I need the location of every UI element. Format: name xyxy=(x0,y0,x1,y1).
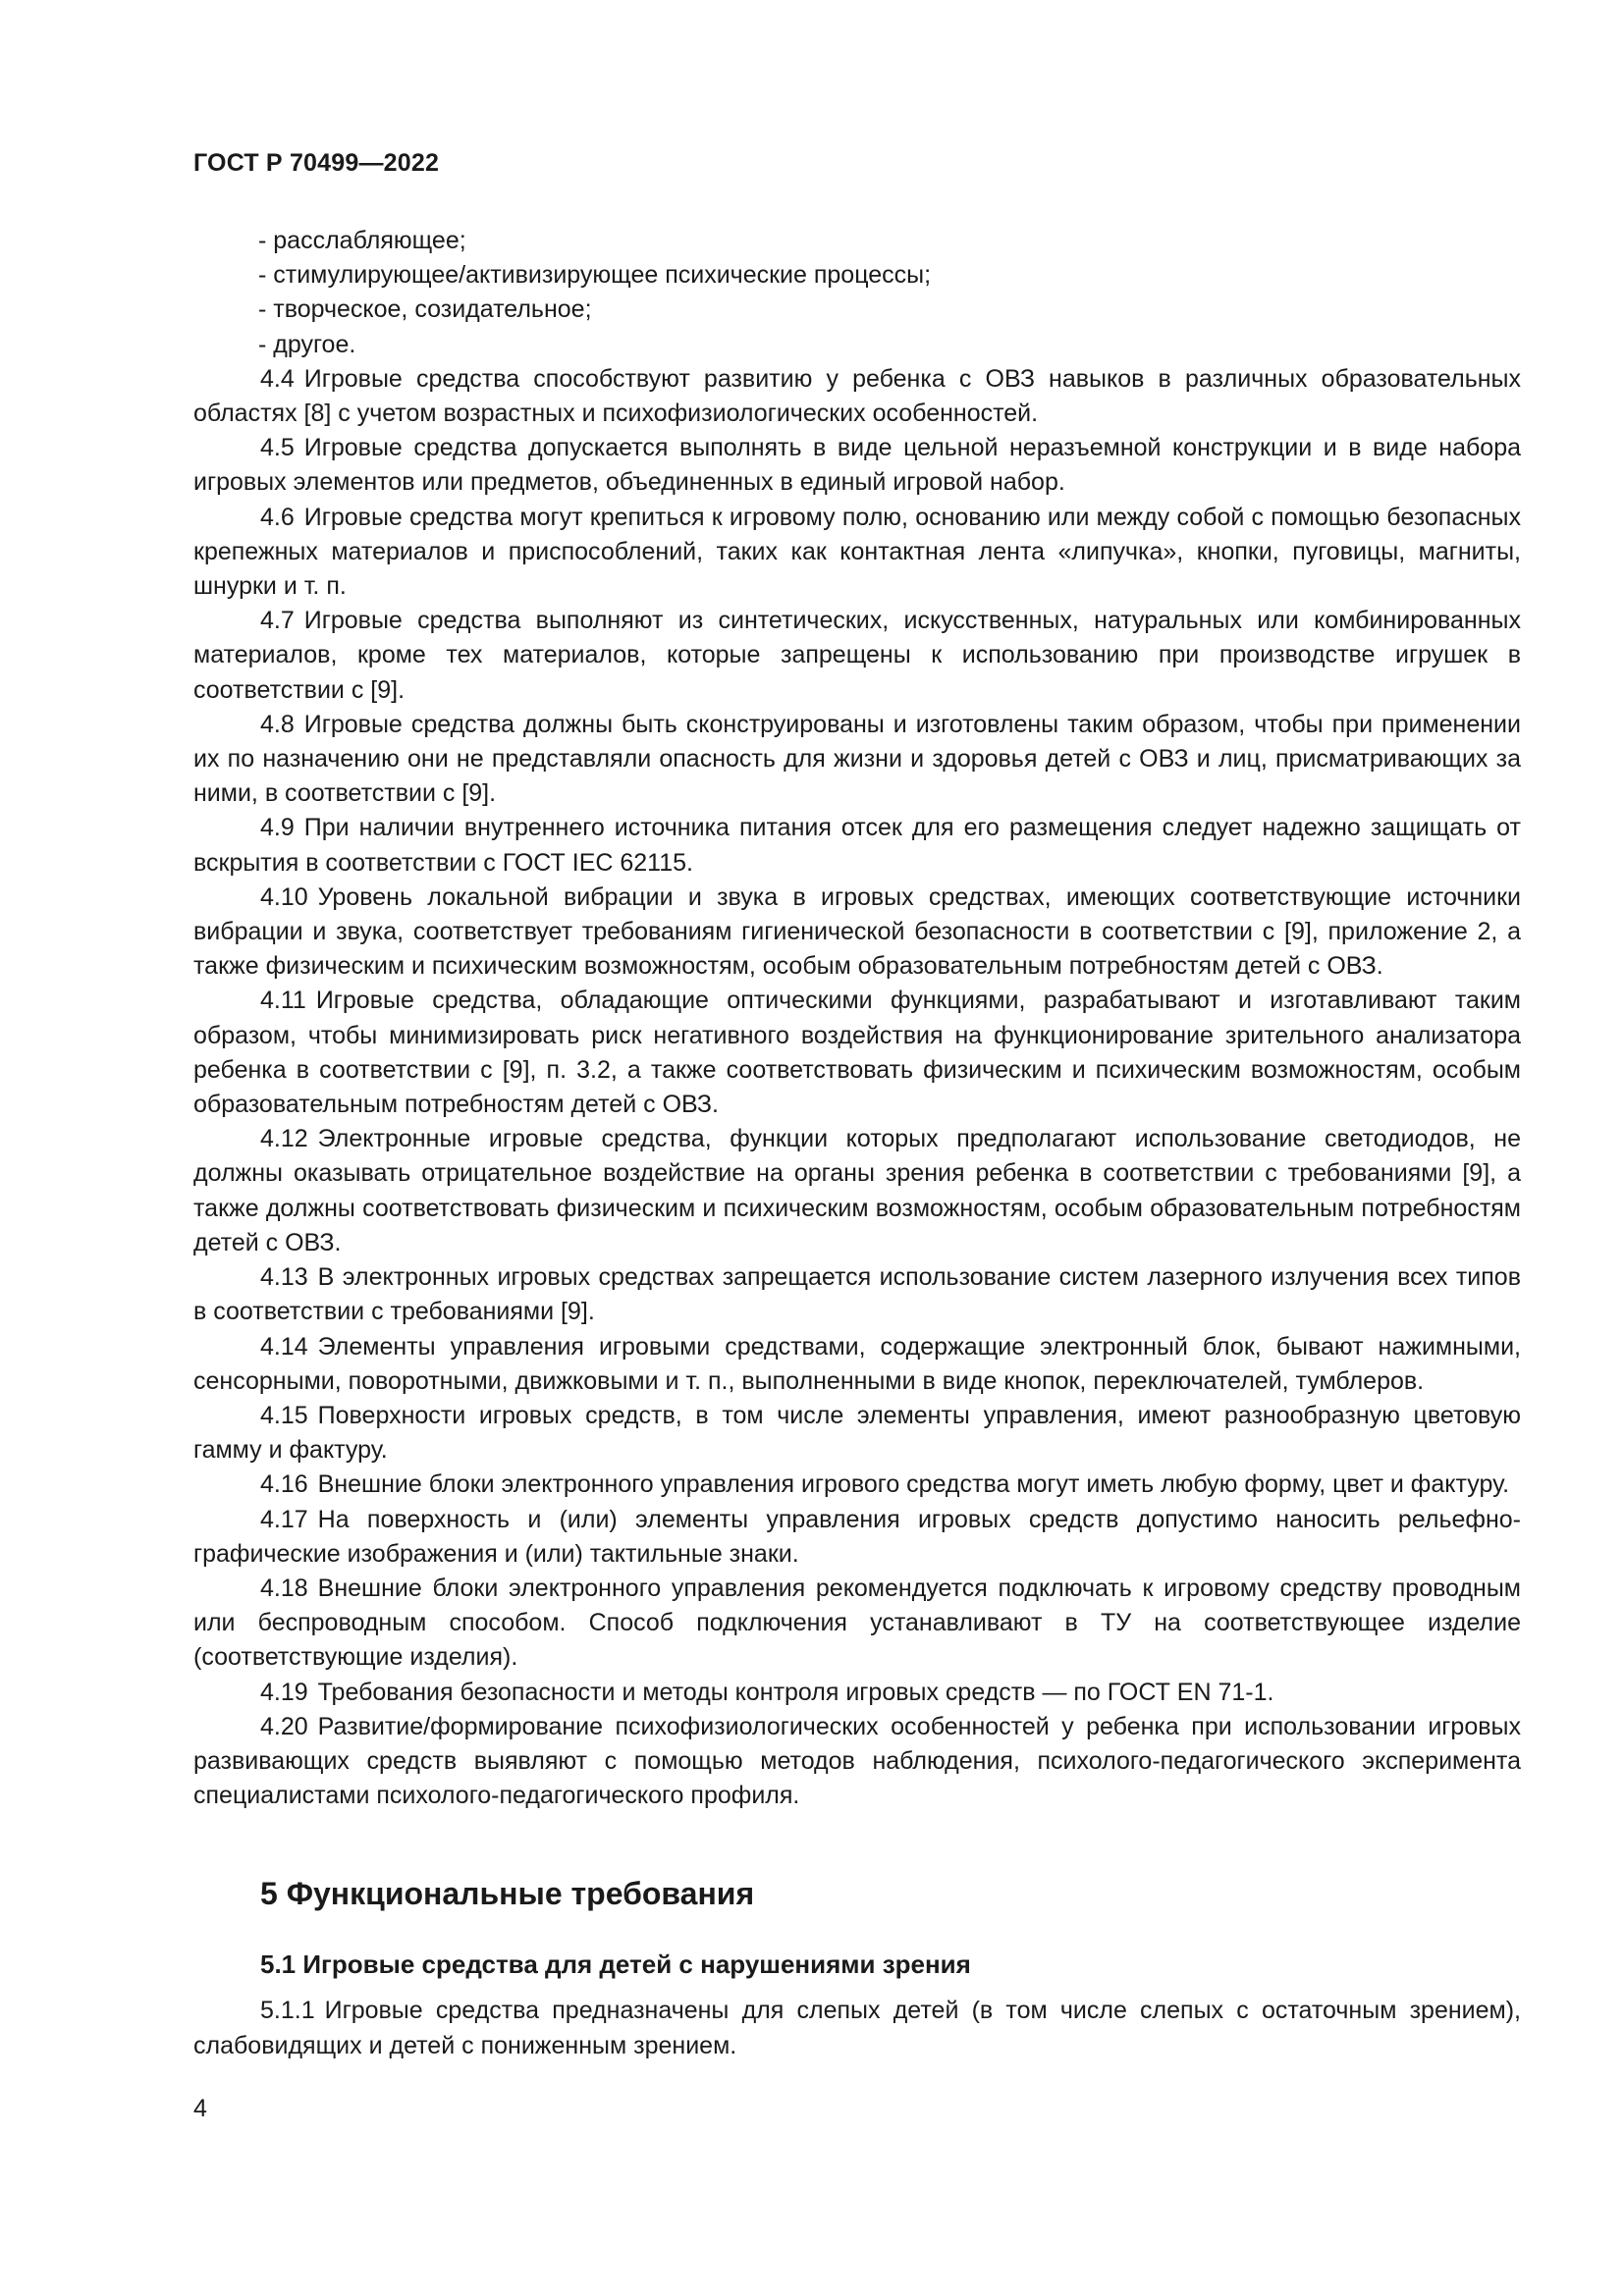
clause-number: 4.14 xyxy=(260,1332,308,1361)
clause-4-5 xyxy=(193,431,1521,500)
clause-text: Развитие/формирование психофизиологических особенностей у ребенка при использовании игровых развивающих средств выявляют с помощью методов наблюдения, психолого-педагогического эксперимента специалистами психолого-педагогического профиля. xyxy=(193,1712,1521,1810)
clause-4-18 xyxy=(193,1572,1521,1676)
clause-4-6 xyxy=(193,501,1521,605)
clause-4-11 xyxy=(193,984,1521,1122)
clause-4-15 xyxy=(193,1399,1521,1468)
clause-number: 4.9 xyxy=(260,814,295,842)
section-heading: 5 Функциональные требования xyxy=(260,1876,755,1912)
clause-text: В электронных игровых средствах запрещается использование систем лазерного излучения всех типов в соответствии с требованиями [9]. xyxy=(193,1263,1521,1326)
bullet-item: - творческое, созидательное; xyxy=(258,295,592,324)
clause-4-13 xyxy=(193,1260,1521,1329)
clause-text: Уровень локальной вибрации и звука в игровых средствах, имеющих соответствующие источники вибрации и звука, соответствует требованиям гигиенической безопасности в соответствии с [9], приложение 2, а также физическим и психическим возможностям, особым образовательным потребностям детей с ОВЗ. xyxy=(193,882,1521,981)
clause-4-19 xyxy=(193,1676,1521,1710)
clause-number: 4.11 xyxy=(260,987,306,1015)
clause-text: Игровые средства должны быть сконструированы и изготовлены таким образом, чтобы при применении их по назначению они не представляли опасность для жизни и здоровья детей с ОВЗ и лиц, присматривающих за ними, в соответствии с [9]. xyxy=(193,710,1521,808)
clause-4-16 xyxy=(193,1468,1521,1502)
bullet-item: - стимулирующее/активизирующее психические процессы; xyxy=(258,261,932,290)
page-number: 4 xyxy=(193,2095,207,2122)
clause-text: Игровые средства, обладающие оптическими функциями, разрабатывают и изготавливают таким образом, чтобы минимизировать риск негативного воздействия на функционирование зрительного анализатора ребенка в соответствии с [9], п. 3.2, а также соответствовать физическим и психическим возможностям, особым образовательным потребностям детей с ОВЗ. xyxy=(193,987,1521,1119)
clause-text: Внешние блоки электронного управления рекомендуется подключать к игровому средству проводным или беспроводным способом. Способ подключения устанавливают в ТУ на соответствующее изделие (соответствующие изделия). xyxy=(193,1574,1521,1672)
clause-text: Элементы управления игровыми средствами, содержащие электронный блок, бывают нажимными, сенсорными, поворотными, движковыми и т. п., выполненными в виде кнопок, переключателей, тумблеров. xyxy=(193,1332,1521,1395)
subsection-heading: 5.1 Игровые средства для детей с нарушениями зрения xyxy=(260,1949,971,1980)
clause-text: Игровые средства способствуют развитию у ребенка с ОВЗ навыков в различных образовательных областях [8] с учетом возрастных и психофизиологических особенностей. xyxy=(193,364,1521,428)
clause-text: Игровые средства выполняют из синтетических, искусственных, натуральных или комбинированных материалов, кроме тех материалов, которые запрещены к использованию при производстве игрушек в соответствии с [9]. xyxy=(193,607,1521,704)
clause-number: 4.13 xyxy=(260,1263,308,1292)
clause-number: 4.12 xyxy=(260,1125,308,1153)
clause-text: Внешние блоки электронного управления игрового средства могут иметь любую форму, цвет и фактуру. xyxy=(317,1470,1510,1499)
clause-number: 4.19 xyxy=(260,1678,308,1706)
clause-number: 4.20 xyxy=(260,1712,308,1740)
clause-number: 4.7 xyxy=(260,607,295,635)
clause-text: Поверхности игровых средств, в том числе элементы управления, имеют разнообразную цветовую гамму и фактуру. xyxy=(193,1401,1521,1465)
clause-text: На поверхность и (или) элементы управления игровых средств допустимо наносить рельефно-графические изображения и (или) тактильные знаки. xyxy=(193,1505,1521,1568)
clause-text: Электронные игровые средства, функции которых предполагают использование светодиодов, не должны оказывать отрицательное воздействие на органы зрения ребенка в соответствии с требованиями [9], а также должны соответствовать физическим и психическим возможностям, особым образовательным потребностям детей с ОВЗ. xyxy=(193,1125,1521,1256)
clause-number: 4.10 xyxy=(260,882,308,911)
document-standard-id: ГОСТ Р 70499—2022 xyxy=(193,149,440,177)
clause-number: 4.17 xyxy=(260,1505,308,1533)
clause-4-9 xyxy=(193,811,1521,880)
clause-4-7 xyxy=(193,604,1521,708)
clause-text: При наличии внутреннего источника питания отсек для его размещения следует надежно защищать от вскрытия в соответствии с ГОСТ IEC 62115. xyxy=(193,814,1521,877)
clause-number: 4.6 xyxy=(260,503,295,531)
clause-4-20 xyxy=(193,1710,1521,1814)
bullet-item: - другое. xyxy=(258,330,356,358)
clause-number: 5.1.1 xyxy=(260,1997,315,2025)
clause-number: 4.15 xyxy=(260,1401,308,1429)
clause-4-17 xyxy=(193,1503,1521,1572)
clause-5-1-1 xyxy=(193,1994,1521,2062)
clause-4-8 xyxy=(193,708,1521,812)
clause-number: 4.5 xyxy=(260,434,295,462)
clause-4-14 xyxy=(193,1330,1521,1399)
clause-4-4 xyxy=(193,362,1521,431)
clause-number: 4.8 xyxy=(260,710,295,738)
clause-number: 4.16 xyxy=(260,1470,308,1499)
clause-text: Игровые средства могут крепиться к игровому полю, основанию или между собой с помощью безопасных крепежных материалов и приспособлений, таких как контактная лента «липучка», кнопки, пуговицы, магниты, шнурки и т. п. xyxy=(193,503,1521,601)
clause-4-12 xyxy=(193,1122,1521,1260)
clause-number: 4.4 xyxy=(260,364,295,393)
clause-text: Требования безопасности и методы контроля игровых средств — по ГОСТ EN 71-1. xyxy=(317,1678,1274,1706)
document-body xyxy=(193,224,1521,2063)
clause-4-10 xyxy=(193,881,1521,985)
bullet-item: - расслабляющее; xyxy=(258,227,466,254)
clause-text: Игровые средства предназначены для слепых детей (в том числе слепых с остаточным зрением), слабовидящих и детей с пониженным зрением. xyxy=(193,1997,1521,2059)
clause-text: Игровые средства допускается выполнять в виде цельной неразъемной конструкции и в виде набора игровых элементов или предметов, объединенных в единый игровой набор. xyxy=(193,434,1521,497)
clause-number: 4.18 xyxy=(260,1574,308,1602)
bullet-list xyxy=(193,224,1521,362)
